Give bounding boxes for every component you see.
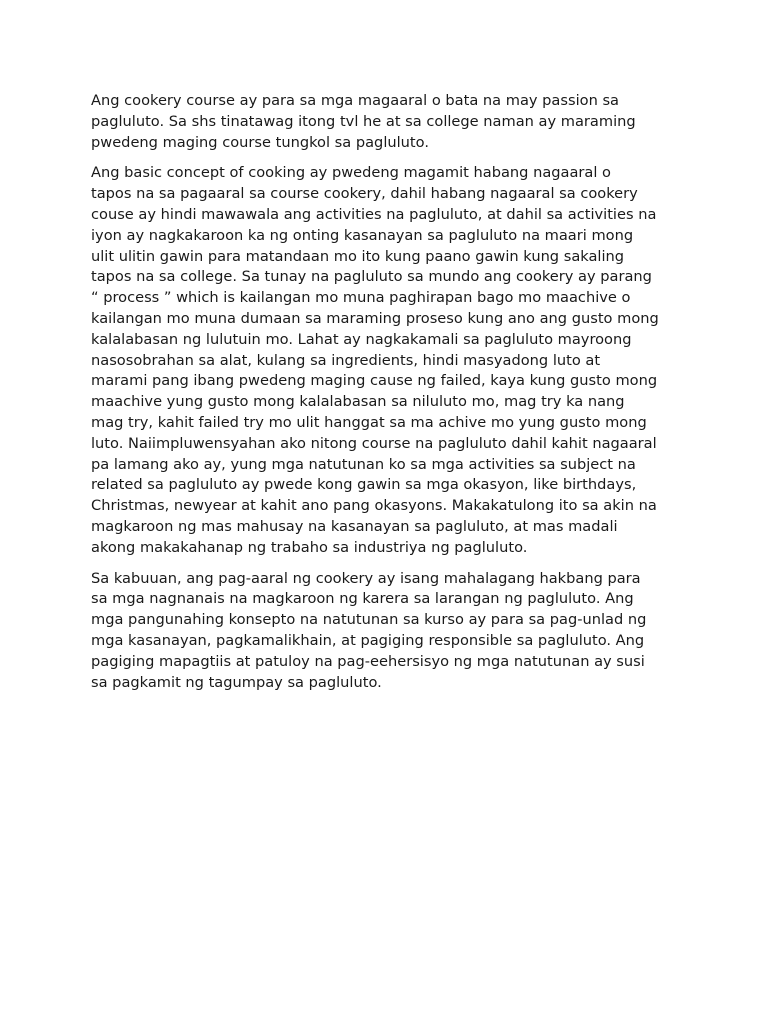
paragraph-intro: Ang cookery course ay para sa mga magaaral o bata na may passion sa pagluluto. Sa shs tinatawag itong tvl he at sa college naman ay maraming pwedeng maging course tungkol sa pagluluto. [91, 92, 636, 151]
paragraph-conclusion: Sa kabuuan, ang pag-aaral ng cookery ay isang mahalagang hakbang para sa mga nagnanais na magkaroon ng karera sa larangan ng pagluluto. Ang mga pangunahing konsepto na natutunan sa kurso ay para sa pag-unlad ng mga kasanayan, pagkamalikhain, at pagiging responsible sa pagluluto. Ang pagiging mapagtiis at patuloy na pag-eehersisyo ng mga natutunan ay susi sa pagkamit ng tagumpay sa pagluluto. [91, 569, 647, 691]
paragraph-basic-concept: Ang basic concept of cooking ay pwedeng magamit habang nagaaral o tapos na sa pagaaral sa course cookery, dahil habang nagaaral sa cookery couse ay hindi mawawala ang activities na pagluluto, at dahil sa activities na iyon ay nagkakaroon ka ng onting kasanayan sa pagluluto na maari mong ulit ulitin gawin para matandaan mo ito kung paano gawin kung sakaling tapos na sa college. Sa tunay na pagluluto sa mundo ang cookery ay parang “ process ” which is kailangan mo muna paghirapan bago mo maachive o kailangan mo muna dumaan sa maraming proseso kung ano ang gusto mong kalalabasan ng lulutuin mo. Lahat ay nagkakamali sa pagluluto mayroong nasosobrahan sa alat, kulang sa ingredients, hindi masyadong luto at marami pang ibang pwedeng maging cause ng failed, kaya kung gusto mong maachive yung gusto mong kalalabasan sa niluluto mo, mag try ka nang mag try, kahit failed try mo ulit hanggat sa ma achive mo yung gusto mong luto. Naiimpluwensyahan ako nitong course na pagluluto dahil kahit nagaaral pa lamang ako ay, yung mga natutunan ko sa mga activities sa subject na related sa pagluluto ay pwede kong gawin sa mga okasyon, like birthdays, Christmas, newyear at kahit ano pang okasyons. Makakatulong ito sa akin na magkaroon ng mas mahusay na kasanayan sa pagluluto, at mas madali akong makakahanap ng trabaho sa industriya ng pagluluto. [91, 164, 659, 556]
document-body [91, 91, 681, 703]
